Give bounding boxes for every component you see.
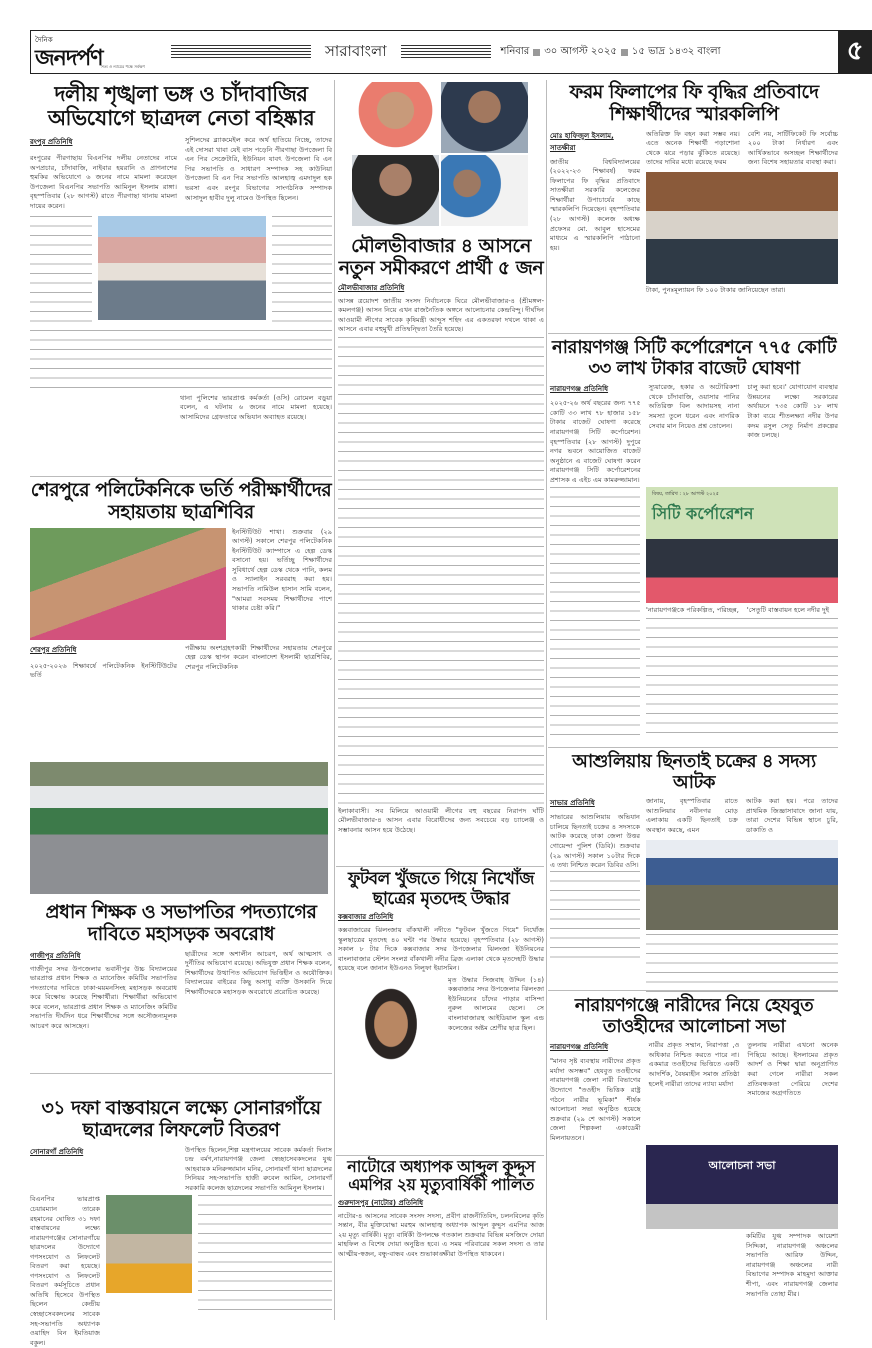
body-text-block bbox=[338, 337, 544, 807]
body-text: জাতীয় বিশ্ববিদ্যালয়ের (২০২২-২৩ শিক্ষাবর্ষ) ফরম ফিলাপের ফি বৃদ্ধির প্রতিবাদে সাতক্ষীরা সরকারি কলেজের শিক্ষার্থীরা উপাচার্যের কাছে স্মারকলিপি দিয়েছেন। বৃহস্পতিবার (২৮ আগস্ট) কলেজ অধ্যক্ষ প্রফেসর মো. আবুল হাসেমের মাধ্যমে এ স্মারকলিপি পাঠানো হয়। bbox=[550, 157, 640, 252]
body-text: গাজীপুর সদর উপজেলার ভবানীপুর উচ্চ বিদ্যালয়ের ভারপ্রাপ্ত প্রধান শিক্ষক ও ম্যানেজিং কমিটির সভাপতির পদত্যাগের দাবিতে ঢাকা-ময়মনসিংহ মহাসড়ক অবরোধ করে বিক্ষোভ করেছে শিক্ষার্থীরা। শিক্ষার্থীরা অভিযোগ করে বলেন, ভারপ্রাপ্ত প্রধান শিক্ষক ও ম্যানেজিং কমিটির সভাপতি দীর্ঘদিন ধরে শিক্ষার্থীদের সঙ্গে অসৌজন্যমূলক আচরণ করে আসছেন। bbox=[30, 964, 177, 1030]
headline: নারায়ণগঞ্জ সিটি কর্পোরেশনে ৭৭৫ কোটি ৩৩ লাখ টাকার বাজেট ঘোষণা bbox=[552, 337, 836, 379]
headline: আশুলিয়ায় ছিনতাই চক্রের ৪ সদস্য আটক bbox=[572, 751, 816, 793]
story-divider bbox=[30, 476, 332, 477]
byline: মোঃ হাফিজুল ইসলাম, সাতক্ষীরা bbox=[550, 131, 614, 152]
body-text-block bbox=[272, 216, 332, 326]
weekday: শনিবার bbox=[500, 45, 530, 57]
story-divider bbox=[548, 333, 838, 334]
body-text: ছাত্রীদের সঙ্গে অশালীন আচরণ, অর্থ আত্মসাৎ ও দুর্নীতির অভিযোগ রয়েছে। অভিযুক্ত প্রধান শিক্ষক বলেন, শিক্ষার্থীদের উত্থাপিত অভিযোগ ভিত্তিহীন ও অযৌক্তিক। বিদ্যালয়ের বাইরের কিছু অসাধু ব্যক্তি উসকানি দিয়ে শিক্ষার্থীদেরকে মহাসড়ক অবরোধে প্ররোচিত করেছে। bbox=[185, 949, 332, 996]
memorandum-photo bbox=[646, 172, 838, 284]
body-text: ২০২৫-২৬ অর্থ বছরের জন্য ৭৭৫ কোটি ৩৩ লাখ ৭৮ হাজার ১৫৮ টাকার বাজেট ঘোষণা করেছে নারায়ণগঞ্জ সিটি কর্পোরেশন। বৃহস্পতিবার (২৮ আগস্ট) দুপুরে নগর ভবনে আয়োজিত বাজেট অনুষ্ঠানে এ বাজেট ঘোষণা করেন নারায়ণগঞ্জ সিটি কর্পোরেশনের প্রশাসক এ এইচ এম কামরুজ্জামান। bbox=[550, 399, 641, 484]
story-divider bbox=[336, 1155, 544, 1156]
body-text: স্যুয়ারেজ, হকার ও অটোরিকশা থেকে চাঁদাবাজি, ওয়াসার পানির অতিরিক্ত বিল আদায়সহ নানা সমস্যা তুলে ধরেন এবং নাগরিক সেবার মান নিয়েও প্রশ্ন তোলেন। bbox=[648, 383, 740, 430]
logo-daily-label: দৈনিক bbox=[35, 36, 53, 44]
story-divider bbox=[548, 747, 838, 748]
column-divider bbox=[546, 80, 547, 1320]
date-gregorian: ৩০ আগস্ট ২০২৫ bbox=[544, 45, 617, 57]
story-hezbut-women bbox=[550, 996, 838, 1299]
story-football-student bbox=[338, 870, 544, 1096]
help-desk-photo bbox=[30, 528, 226, 640]
candidates-photo-collage bbox=[352, 82, 528, 226]
column-divider bbox=[334, 80, 335, 1320]
discussion-meeting-photo bbox=[646, 1145, 838, 1229]
headline: ফরম ফিলাপের ফি বৃদ্ধির প্রতিবাদে শিক্ষার্থীদের স্মারকলিপি bbox=[569, 81, 819, 125]
headline: মৌলভীবাজার ৪ আসনে নতুন সমীকরণে প্রার্থী ৫ জন bbox=[338, 235, 544, 279]
arrested-suspects-photo bbox=[646, 840, 838, 930]
body-text: জানায়, বৃহস্পতিবার রাতে আশুলিয়ার নবীনগর মোড় এলাকায় একটি ছিনতাই চক্র অবস্থান করছে, এমন bbox=[646, 797, 738, 835]
masthead-rule-left bbox=[171, 45, 311, 59]
candidate-photo bbox=[441, 82, 528, 153]
leaflet-distribution-photo bbox=[106, 1195, 192, 1293]
body-text: কক্সবাজারের ঝিলংজায় বাঁকখালী নদীতে "ফুটবল খুঁজতে গিয়ে" নিখোঁজ স্কুলছাত্রের মৃতদেহ ৪০ ঘন্টা পর উদ্ধার হয়েছে। বৃহস্পতিবার (২৮ আগস্ট) সকাল ৮ টার দিকে কক্সবাজার সদর উপজেলার ঝিলংজা ইউনিয়নের বাংলাবাজার স্টেশন সংলগ্ন বাঁকখালী নদীর ব্রিজ এলাকা থেকে মৃতদেহটি উদ্ধার হয়েছে বলে জানান ইউএনও নিলুফা ইয়াসমিন। bbox=[338, 926, 544, 973]
logo-tagline: সত্য ও ন্যায়ের পক্ষে সর্বক্ষণ bbox=[101, 64, 145, 69]
body-text: 'সেতুটি বাস্তবায়ন হলে নদীর দুই bbox=[746, 606, 830, 615]
candidate-photo bbox=[441, 155, 528, 226]
headline: দলীয় শৃঙ্খলা ভঙ্গ ও চাঁদাবাজির অভিযোগে ছাত্রদল নেতা বহিষ্কার bbox=[47, 82, 315, 131]
masthead bbox=[30, 30, 864, 74]
byline: সোনারগাঁ প্রতিনিধি bbox=[30, 1147, 84, 1156]
story-sonargaon-leaflet bbox=[30, 1098, 332, 1348]
body-text: ২০২৫-২০২৬ শিক্ষাবর্ষে পলিটেকনিক ইনস্টিটিউটের ভর্তি bbox=[30, 661, 177, 680]
body-text: অতিরিক্ত ফি বহন করা সম্ভব নয়। এতে অনেক শিক্ষার্থী পড়াশোনা থেকে ঝরে পড়ার ঝুঁকিতে রয়েছে। তাদের দাবির মধ্যে রয়েছে ফরম bbox=[646, 129, 740, 167]
body-text: বেশি নয়, সার্টিফিকেট ফি সর্বোচ্চ ২০০ টাকা নির্ধারণ এবং আর্থিকভাবে অসচ্ছল শিক্ষার্থীদের জন্য বিশেষ সহায়তার ব্যবস্থা করা। bbox=[747, 129, 838, 167]
body-text: সাভারের আশুলিয়ায় অভিযান চালিয়ে ছিনতাই চক্রের ৪ সদস্যকে আটক করেছে ঢাকা জেলা উত্তর গোয়েন্দা পুলিশ (ডিবি)। শুক্রবার (২৯ আগস্ট) সকাল ১০টার দিকে এ তথ্য নিশ্চিত করেন ডিবির ওসি। bbox=[550, 813, 640, 870]
body-text: তুলনায় নারীরা এখনো অনেক পিছিয়ে আছে। ইসলামের প্রকৃত আদর্শ ও শিক্ষা দ্বারা অনুপ্রাণিত করা গেলে নারীরা সকল প্রতিবন্ধকতা পেরিয়ে দেশের সমাজের অগ্রগতিতে bbox=[747, 1041, 839, 1098]
newspaper-logo bbox=[31, 31, 171, 73]
body-text-block bbox=[550, 871, 640, 961]
body-text: আসন্ন ত্রয়োদশ জাতীয় সংসদ নির্বাচনকে ঘিরে মৌলভীবাজার-৪ (শ্রীমঙ্গল-কমলগঞ্জ) আসন নিয়ে এখন রাজনৈতিক অঙ্গনে আলোচনার কেন্দ্রবিন্দু। দীর্ঘদিন আওয়ামী লীগের সাবেক কৃষিমন্ত্রী আব্দুস শহিদ এর একতরফা দখলে থাকা এ আসনে এবার বহুমুখী প্রতিদ্বন্দ্বিতা তৈরি হয়েছে। bbox=[338, 296, 544, 334]
story-ashulia-arrest bbox=[550, 752, 838, 994]
story-headteacher-protest bbox=[30, 762, 332, 1032]
headline: ফুটবল খুঁজতে গিয়ে নিখোঁজ ছাত্রের মৃতদেহ উদ্ধার bbox=[347, 869, 535, 909]
story-chhatradal-expelled bbox=[30, 82, 332, 422]
date-bangla: ১৫ ভাদ্র ১৪৩২ বাংলা bbox=[631, 45, 721, 57]
byline: নারায়ণগঞ্জ প্রতিনিধি bbox=[550, 385, 609, 394]
byline: গুরুদাসপুর (নাটোর) প্রতিনিধি bbox=[338, 1198, 424, 1207]
body-text: মৃত উদ্ধার সিজবাহ উদ্দিন (১৪) কক্সবাজার সদর উপজেলার ঝিলংজা ইউনিয়নের চাঁদের পাড়ার বাসিন্দা নুরুল আলমের ছেলে। সে বাংলাবাজারস্থ আইডিয়াল স্কুল এন্ড কলেজের অষ্টম শ্রেণীর ছাত্র ছিল। bbox=[448, 975, 544, 1032]
body-text-block bbox=[550, 487, 640, 737]
story-divider bbox=[336, 866, 544, 867]
separator-square-icon bbox=[621, 49, 628, 56]
body-text-block bbox=[30, 216, 92, 326]
body-text-block bbox=[646, 618, 838, 740]
masthead-rule-right bbox=[401, 45, 491, 59]
byline: গাজীপুর প্রতিনিধি bbox=[30, 951, 81, 960]
logo-paper-name: জনদর্পণ bbox=[35, 45, 103, 71]
story-moulvibazar-candidates bbox=[338, 82, 544, 836]
body-text-block bbox=[198, 1195, 332, 1315]
body-text: পরীক্ষায় অংশগ্রহণকারী শিক্ষার্থীদের সহায়তায় শেরপুরে হেল্প ডেস্ক স্থাপন করেন বাংলাদেশ ইসলামী ছাত্রশিবির, শেরপুর পলিটেকনিক bbox=[185, 643, 332, 671]
story-form-fillup-protest bbox=[550, 82, 838, 295]
budget-announcement-photo bbox=[646, 487, 838, 603]
photo-caption: বিষয়, তারিখ : ২৮ আগস্ট ২০২৫ bbox=[652, 491, 719, 498]
body-text: রংপুরের পীরগাছায় বিএনপির দলীয় নেতাদের নামে অপপ্রচার, চাঁদাবাজি, নাইবার হয়রানি ও প্রাণনাশের হুমকির অভিযোগে ৬ জনের নামে মামলা করেছেন উপজেলা বিএনপির সভাপতি আমিনুল ইসলাম রাঙ্গা। বৃহস্পতিবার (২৮ আগস্ট) রাতে পীরগাছা থানায় মামলা দায়ের করেন। bbox=[30, 154, 177, 211]
dateline bbox=[491, 44, 731, 61]
body-text: কমিটির যুগ্ম সম্পাদক আয়েশা সিদ্দিকা, নারায়ণগঞ্জ অঞ্চলের সভাপতি আরিফ উদ্দিন, নারায়ণগঞ্জ অঞ্চলের নারী বিভাগের সম্পাদক মাহমুদা আক্তার শীপা, এবং নারায়ণগঞ্জ জেলার সভাপতি তোহা মীর। bbox=[746, 1232, 838, 1298]
police-station-photo bbox=[98, 216, 266, 320]
body-text: নারীর প্রকৃত সম্মান, নিরাপত্তা ,ও অধিকার নিশ্চিত করতে পারে না। একমাত্র তওহীদের ভিত্তিতে একটি আদর্শিক, বৈষম্যহীন সমাজ প্রতিষ্ঠা হলেই নারীরা তাদের ন্যায্য মর্যাদা bbox=[648, 1041, 740, 1088]
byline: নারায়ণগঞ্জ প্রতিনিধি bbox=[550, 1043, 609, 1052]
body-text-block bbox=[646, 934, 838, 994]
body-text-block bbox=[30, 330, 332, 392]
body-text: আটক করা হয়। পরে তাদের প্রাথমিক জিজ্ঞাসাবাদে জানা যায়, তারা দেশের বিভিন্ন স্থানে চুরি, ডাকাতি ও bbox=[745, 797, 838, 835]
headline: নারায়ণগঞ্জে নারীদের নিয়ে হেযবুত তাওহীদের আলোচনা সভা bbox=[574, 995, 814, 1037]
body-text: বিএনপির ভারপ্রাপ্ত চেয়ারম্যান তারেক রহমানের ঘোষিত ৩১ দফা বাস্তবায়নের লক্ষ্যে নারায়ণগঞ্জের সোনারগাঁয়ে ছাত্রদলের উদ্যোগে গণসংযোগ ও লিফলেট বিতরণ করা হয়েছে। গণসংযোগ ও লিফলেট বিতরণ কর্মসূচিতে প্রধান অতিথি হিসেবে উপস্থিত ছিলেন কেন্দ্রীয় স্বেচ্ছাসেবকদলের সাবেক সহ-সভাপতি অধ্যাপক ওয়াহিদ বিন ইমতিয়াজ বকুল। bbox=[30, 1195, 100, 1347]
byline: রংপুর প্রতিনিধি bbox=[30, 138, 73, 147]
byline: কক্সবাজার প্রতিনিধি bbox=[338, 913, 394, 922]
headline: প্রধান শিক্ষক ও সভাপতির পদত্যাগের দাবিতে মহাসড়ক অবরোধ bbox=[45, 901, 317, 945]
road-blockade-photo bbox=[30, 762, 328, 894]
byline: মৌলভীবাজার প্রতিনিধি bbox=[338, 283, 405, 292]
headline: নাটোরে অধ্যাপক আব্দুল কুদ্দুস এমপির ২য় মৃত্যুবার্ষিকী পালিত bbox=[347, 1157, 535, 1195]
story-narayanganj-budget bbox=[550, 338, 838, 740]
photo-banner-text: সিটি কর্পোরেশন bbox=[652, 504, 754, 524]
body-text: চালু করা হবে।' যোগাযোগ ব্যবস্থার উন্নয়নের লক্ষ্যে সরকারের অর্থায়নে ৭৩৫ কোটি ১৮ লাখ টাকা ব্যয়ে শীতলক্ষ্যা নদীর উপর কদম রসুল সেতু নির্মাণ প্রকল্পের কাজ চলছে। bbox=[747, 383, 839, 440]
section-name: সারাবাংলা bbox=[325, 41, 387, 60]
byline: সাভার প্রতিনিধি bbox=[550, 799, 595, 808]
body-text: উপস্থিত ছিলেন,শিল্প মন্ত্রণালয়ের সাবেক কর্মকর্তা দিনাস চন্দ্র বর্মণ,নারায়ণগঞ্জ জেলা স্বেচ্ছাসেবকদলের যুগ্ম আহবায়ক মনিরুজ্জামান মনির, সোনারগাঁ থানা ছাত্রদলের সিনিয়র সহ-সভাপতি হাজী রুবেল আমিন, সোনারগাঁ সরকারি কলেজ ছাত্রদলের সভাপতি আমিনুল ইসলাম। bbox=[185, 1145, 332, 1192]
headline: শেরপুরে পলিটেকনিকে ভর্তি পরীক্ষার্থীদের সহায়তায় ছাত্রশিবির bbox=[30, 479, 332, 523]
body-text: নাটোর-৪ আসনের সাবেক সংসদ সদস্য, প্রবীণ রাজনীতিবিদ, চলনবিলের কৃতি সন্তান, বীর মুক্তিযোদ্ধা মরহুম আলহাজ্ব অধ্যাপক আব্দুল কুদ্দুস এমপির আজ ২য় মৃত্যু বার্ষিকী। মৃত্যু বার্ষিকী উপলক্ষে গতকাল শুক্রবার বিভিন্ন মসজিদে দোয়া মাহফিল ও বিশেষ দোয়া অনুষ্ঠিত হবে। এ সময় পরিবারের সকল সদস্য ও তার আত্মীয়-স্বজন, বন্ধু-বান্ধব এবং শুভাকাঙ্ক্ষীরা উপস্থিত থাকবেন। bbox=[338, 1211, 544, 1258]
headline: ৩১ দফা বাস্তবায়নে লক্ষ্যে সোনারগাঁয়ে ছাত্রদলের লিফলেট বিতরণ bbox=[41, 1097, 321, 1141]
body-text: থানা পুলিশের ভারপ্রাপ্ত কর্মকর্তা (ওসি) রোমেল বড়ুয়া বলেন, এ ঘটনায় ৬ জনের নামে মামলা হয়েছে। আসামিদের গ্রেফতারে অভিযান অব্যাহত রয়েছে। bbox=[180, 393, 332, 421]
photo-banner-text: আলোচনা সভা bbox=[708, 1159, 776, 1173]
story-divider bbox=[30, 1073, 332, 1074]
story-natore-anniversary bbox=[338, 1158, 544, 1260]
byline: শেরপুর প্রতিনিধি bbox=[30, 645, 77, 654]
story-sherpur-polytechnic bbox=[30, 480, 332, 681]
student-portrait-photo bbox=[338, 976, 444, 1096]
body-text: 'নারায়ণগঞ্জকে পরিকল্পিত, পরিচ্ছন্ন, bbox=[646, 606, 739, 615]
body-text: সুশিলদের ব্ল্যাকমেইল করে অর্থ হাতিয়ে নিচ্ছে, তাদের এই দোসরা খাবা যেই বাস পড়েনি পীরগাছা উপজেলা বি এন পির সেক্রেটারি, ইউনিয়ন যাবৎ উপজেলা বি এন পির সভাপতি ও সাধারণ সম্পাদক সহ কাউনিয়া উপজেলা বি এন পির সভাপতি আলহাজ্ব এমদাদুল হক ভরসা এবং রংপুর বিভাগের সাংগঠনিক সম্পাদক আসাদুল হাবীব দুলু নামেও উপস্থিত ছিলেন। bbox=[185, 136, 332, 202]
body-text: "মানব সৃষ্ট ব্যবস্থায় নারীদের প্রকৃত মর্যাদা অসম্ভব" হেযবুত তওহীদের নারায়ণগঞ্জ জেলা নারী বিভাগের উদ্যোগে "তওহীদ ভিত্তিক রাষ্ট্র গঠনে নারীর ভূমিকা" শীর্ষক আলোচনা সভা অনুষ্ঠিত হয়েছে শুক্রবার (২৯ শে আগস্ট) সকালে জেলা শিল্পকলা একাডেমী মিলনায়তনে। bbox=[550, 1057, 641, 1142]
candidate-photo bbox=[352, 155, 439, 226]
separator-square-icon bbox=[533, 49, 540, 56]
body-text: ইনস্টিটিউট শাখা। শুক্রবার (২৯ আগস্ট) সকালে শেরপুর পলিটেকনিক ইনস্টিটিউট ক্যাম্পাসে এ হেল্প ডেস্ক বসানো হয়। ভর্তিচ্ছু শিক্ষার্থীদের সুবিধার্থে হেল্প ডেস্ক থেকে পানি, কলম ও স্যালাইন সরবরাহ করা হয়। সভাপতি নামিউল হাসান সামি বলেন, "আমরা সবসময় শিক্ষার্থীদের পাশে থাকার চেষ্টা করি।" bbox=[232, 527, 332, 613]
body-text: ইলাকাবাসী। সব মিলিয়ে আওয়ামী লীগের বহু বছরের নিরাপদ ঘাঁটি মৌলভীবাজার-৪ আসন এবার বিরোধীদের জন্য সবচেয়ে বড় চ্যালেঞ্জ ও সম্ভাবনার আসন হয়ে উঠেছে। bbox=[338, 806, 544, 834]
body-text: টাকা, পুনঃমূল্যায়ন ফি ১০০ টাকার জানিয়েছেন তারা। bbox=[646, 285, 786, 294]
candidate-photo bbox=[352, 82, 439, 153]
page-number: ৫ bbox=[838, 30, 872, 74]
